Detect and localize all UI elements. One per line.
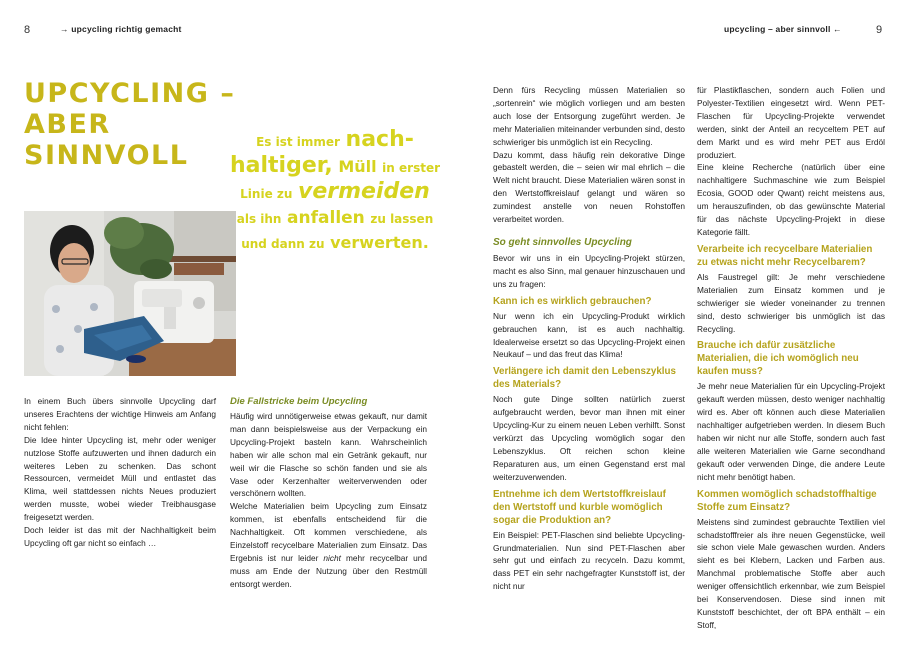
sewing-photo-illustration [24,211,236,376]
col4-question-3: Kommen womöglich schadstoffhaltige Stoffe zum Einsatz? [697,488,877,513]
col1-paragraph-3: Doch leider ist das mit der Nachhaltigkeit beim Upcycling oft gar nicht so einfach … [24,525,216,548]
col3-paragraph-2: Dazu kommt, dass häufig rein dekorative Dinge gebastelt werden, die – seien wir mal ehrlich – die Welt nicht braucht. Diese Materialien wären sonst in den Wertstoffkreislauf gelangt und wären so zumindest anstelle von neuen Rohstoffen verarbeitet worden. [493,149,685,225]
column-2 [230,395,427,591]
col3-answer-3: Ein Beispiel: PET-Flaschen sind beliebte Upcycling-Grundmaterialien. Nun sind PET-Flaschen aber sehr gut und einfach zu recyceln. Dazu kommt, dass PET ein sehr nachgefragter Kunststoff ist, der nicht nur [493,529,685,592]
col3-question-3: Entnehme ich dem Wertstoffkreislauf den Wertstoff und kurble womöglich sogar die Produktion an? [493,488,666,526]
col4-paragraph-1: für Plastikflaschen, sondern auch Folien und Polyester-Textilien eingesetzt wird. Wenn PET-Flaschen für Upcycling-Projekte verwendet werden, sinkt der Anteil an recyceltem PET auf dem Markt und es wird mehr PET aus Erdöl produziert. [697,85,885,160]
col4-answer-3: Meistens sind zumindest gebrauchte Textilien viel schadstofffreier als ihre neuen Gegenstücke, weil sie schon viele Male gewaschen wurden. Anders sieht es bei Klebern, Lacken und Farben aus. Manchmal problematische Stoffe aber auch weniger offensichtlich erkennbar, wie zum Beispiel bei Konservendosen. Diese sind innen mit Kunststoff beschichtet, der oft BPA enthält – ein Stoff, [697,516,885,630]
left-running-title: → upcycling richtig gemacht [60,24,182,34]
col3-answer-1: Nur wenn ich ein Upcycling-Produkt wirklich gebrauchen kann, ist es auch nachhaltig. Idealerweise ersetzt so das Upcycling-Projekt einen Neukauf – und das freut das Klima! [493,310,685,360]
col3-question-2: Verlängere ich damit den Lebenszyklus des Materials? [493,366,676,391]
pull-quote-line5: und dann zu verwerten. [241,233,429,252]
column-4 [697,84,885,632]
pull-quote-line4: als ihn anfallen zu lassen [236,208,434,228]
col2-paragraph-1: Häufig wird unnötigerweise etwas gekauft, nur damit man dann beispielsweise aus der Verpackung ein Upcycling-Projekt basteln kann. Wahrscheinlich haben wir alle schon mal ein Getränk gekauft, nur weil wir die Flasche so schön fanden und sie als Vase oder Kerzenhalter weiterverwenden oder verschönern wollten. [230,411,427,499]
col4-answer-2: Je mehr neue Materialien für ein Upcycling-Projekt gekauft werden müssen, desto weniger nachhaltig wird es. Aber oft können auch diese Materialien nachhaltiger aufgetrieben werden. In diesem Buch haben wir nicht nur alle Stoffe, sondern auch fast alle weiteren Materialien wie Garne secondhand gekauft oder verwenden Dinge, die andere Leute nicht mehr benötigt haben. [697,381,885,482]
article-title-line2: SINNVOLL [24,140,189,171]
col1-paragraph-1: In einem Buch übers sinnvolle Upcycling darf unseres Erachtens der wichtige Hinweis am Anfang nicht fehlen: [24,396,216,432]
col3-subheading: So geht sinnvolles Upcycling [493,236,632,248]
col3-paragraph-1: Denn fürs Recycling müssen Materialien so „sortenrein“ wie möglich vorliegen und am besten auch lose der Entsorgung zugeführt werden. Je mehr Materialien miteinander verbunden sind, desto schwieriger bis unmöglich ist ein Recycling. [493,85,685,147]
pull-quote [210,128,460,256]
col3-question-1: Kann ich es wirklich gebrauchen? [493,295,652,307]
col3-paragraph-3: Bevor wir uns in ein Upcycling-Projekt stürzen, macht es also Sinn, mal genauer hinzuschauen und uns zu fragen: [493,252,685,289]
col3-answer-2: Noch gute Dinge sollten natürlich zuerst aufgebraucht werden, bevor man ihnen mit einer Upcycling-Kur zu einem neuen Leben verhilft. Sonst verkürzt das Upcycling womöglich sogar den Lebenszyklus. Oft reichen schon kleine Reparaturen aus, um einen Gegenstand erst mal weiterzuverwenden. [493,394,685,482]
col4-question-1: Verarbeite ich recycelbare Materialien zu etwas nicht mehr Recycelbarem? [697,243,873,268]
pull-quote-line3: Linie zu vermeiden [240,179,430,204]
pull-quote-line2: haltiger, Müll in erster [229,153,440,178]
column-1 [24,395,216,550]
col4-question-2: Brauche ich dafür zusätzliche Materialien, die ich womöglich neu kaufen muss? [697,340,859,378]
col2-heading: Die Fallstricke beim Upcycling [230,396,368,407]
sewing-photo [24,211,236,376]
col2-paragraph-2: Welche Materialien beim Upcycling zum Einsatz kommen, ist ebenfalls entscheidend für die Nachhaltigkeit. Oft kommen verschiedene, als Einzelstoff recycelbare Materialien zum Einsatz. Das Ergebnis ist nur leider nicht mehr recycelbar und muss am Ende der Nutzung über den Restmüll entsorgt werden. [230,501,427,589]
article-title-line1: UPCYCLING – ABER [24,78,236,140]
col1-paragraph-2: Die Idee hinter Upcycling ist, mehr oder weniger nutzlose Stoffe aufzuwerten und ihnen dadurch ein weiteres Leben zu schenken. Das schont Ressourcen, vermeidet Müll und entlastet das Klima, weil stattdessen nichts Neues produziert werden musste, wobei wieder Treibhausgase freigesetzt werden. [24,434,216,523]
right-running-title: upcycling – aber sinnvoll ← [724,24,842,34]
left-page-number: 8 [24,24,31,36]
column-3 [493,84,685,593]
right-page-number: 9 [876,24,883,36]
col4-answer-1: Als Faustregel gilt: Je mehr verschiedene Materialien zum Einsatz kommen und je schwieriger sie wieder voneinander zu trennen sind, desto schwieriger bis unmöglich ist das Recycling. [697,271,885,334]
col4-paragraph-2: Eine kleine Recherche (natürlich über eine nachhaltigere Suchmaschine wie zum Beispiel Ecosia, GOOD oder Qwant) reicht meistens aus, um herauszufinden, ob das gewünschte Material für das nächste Upcycling-Projekt in diese Kategorie fällt. [697,162,885,237]
pull-quote-line1: Es ist immer nach- [256,127,414,152]
